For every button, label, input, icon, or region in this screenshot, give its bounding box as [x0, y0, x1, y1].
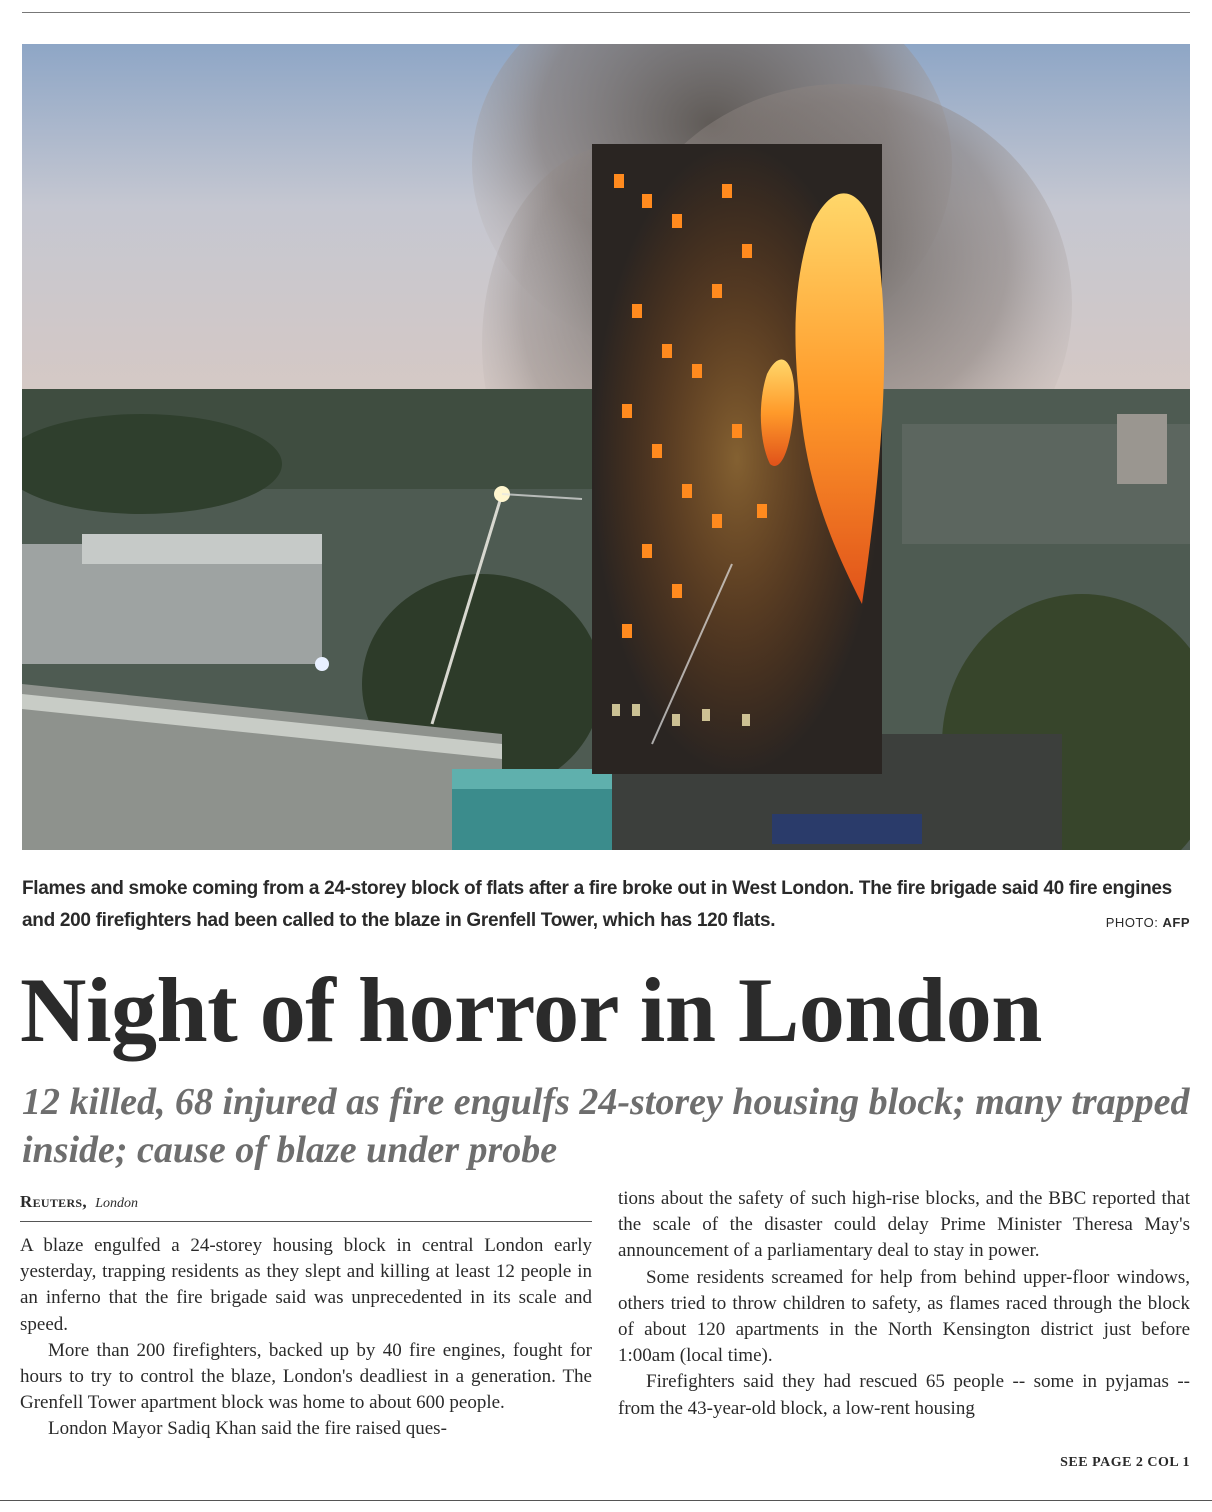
tower-fire-illustration — [22, 44, 1190, 850]
subheadline: 12 killed, 68 injured as fire engulfs 24-storey housing block; many trapped inside; cause of blaze under probe — [22, 1081, 1190, 1171]
paragraph: London Mayor Sadiq Khan said the fire raised ques- — [48, 1418, 447, 1440]
paragraph: More than 200 firefighters, backed up by 40 fire engines, fought for hours to try to control the blaze, London's deadliest in a generation. The Grenfell Tower apartment block was home to about 600 people. — [20, 1339, 592, 1414]
paragraph: Some residents screamed for help from behind upper-floor windows, others tried to throw children to safety, as flames raced through the block of about 120 apartments in the North Kensington district just before 1:00am (local time). — [618, 1266, 1190, 1367]
photo-credit — [1106, 907, 1190, 939]
continuation-jump[interactable]: SEE PAGE 2 COL 1 — [1060, 1455, 1190, 1470]
credit-agency: AFP — [1162, 915, 1190, 930]
photo-caption — [22, 873, 1190, 939]
byline-place: London — [95, 1196, 138, 1211]
paragraph: tions about the safety of such high-rise blocks, and the BBC reported that the scale of the disaster could delay Prime Minister Theresa May's announcement of a parliamentary deal to stay in power. — [618, 1188, 1190, 1262]
credit-prefix: PHOTO: — [1105, 915, 1159, 930]
news-photo — [22, 44, 1190, 850]
bottom-rule — [0, 1500, 1212, 1501]
article-column-left — [20, 1233, 592, 1443]
byline — [20, 1192, 592, 1222]
byline-agency: Reuters, — [20, 1192, 87, 1211]
paragraph: Firefighters said they had rescued 65 people -- some in pyjamas -- from the 43-year-old block, a low-rent housing — [618, 1371, 1190, 1419]
article-column-right — [618, 1186, 1190, 1422]
headline: Night of horror in London — [20, 959, 1042, 1061]
top-rule — [22, 12, 1190, 13]
paragraph: A blaze engulfed a 24-storey housing block in central London early yesterday, trapping residents as they slept and killing at least 12 people in an inferno that the fire brigade said was unprecedented in its scale and speed. — [20, 1235, 592, 1335]
caption-text: Flames and smoke coming from a 24-storey block of flats after a fire broke out in West London. The fire brigade said 40 fire engines and 200 firefighters had been called to the blaze in Grenfell Tower, which has 120 flats. — [22, 878, 1172, 931]
